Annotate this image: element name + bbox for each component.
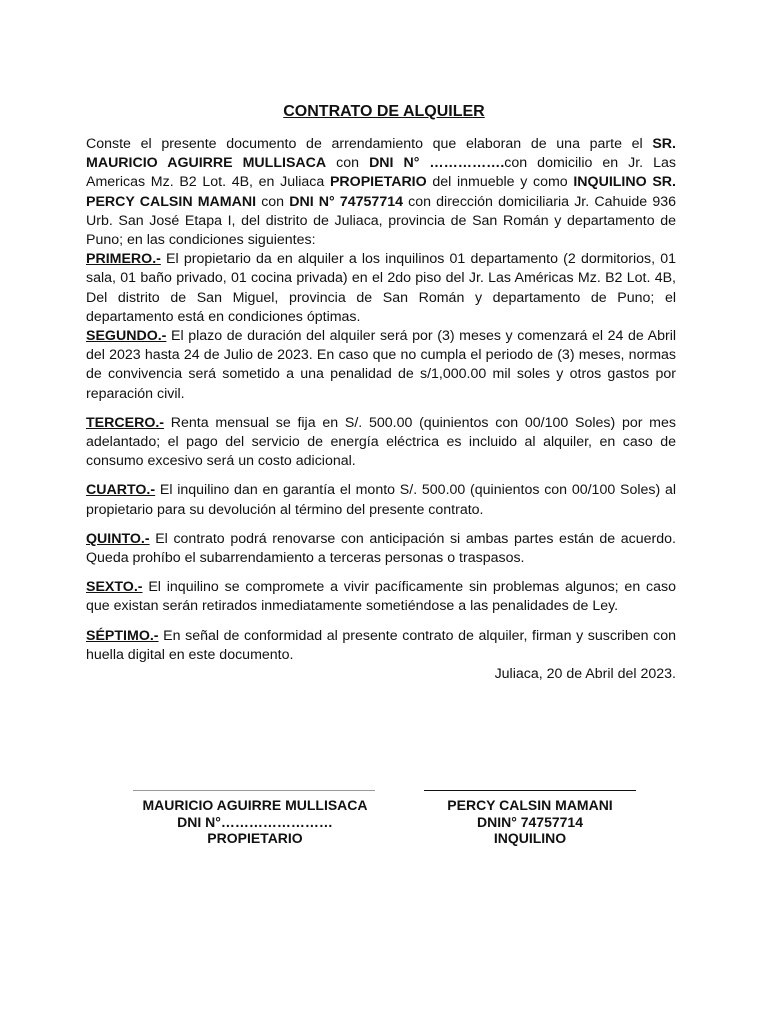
clause-quinto-text: El contrato podrá renovarse con anticipación si ambas partes están de acuerdo. Queda prohíbo el subarrendamiento a terceras personas o traspasos. — [86, 530, 676, 567]
contract-body — [86, 135, 676, 684]
owner-signature-line — [133, 790, 375, 791]
intro-text-3: con domicilio en Jr. Las Americas Mz. B2 Lot. 4B, en Juliaca — [86, 155, 676, 191]
clause-tercero — [86, 414, 676, 472]
clause-septimo-text: En señal de conformidad al presente contrato de alquiler, firman y suscriben con huella digital en este documento. — [86, 627, 676, 663]
clause-sexto — [86, 578, 676, 616]
clause-quinto — [86, 530, 676, 568]
intro-text-4: del inmueble y como — [426, 174, 574, 191]
clause-septimo — [86, 627, 676, 665]
owner-signature-role: PROPIETARIO — [207, 830, 303, 846]
intro-text-1: Conste el presente documento de arrendamiento que elaboran de una parte el — [86, 136, 653, 152]
owner-signature-block — [112, 797, 398, 847]
tenant-signature-name: PERCY CALSIN MAMANI — [447, 797, 613, 813]
clause-primero-text: El propietario da en alquiler a los inquilinos 01 departamento (2 dormitorios, 01 sala, 01 baño privado, 01 cocina privada) en el 2do piso del Jr. Las Américas Mz. B2 Lot. 4B, Del distrito de San Miguel, provincia de San Román y departamento de Puno; el departamento está en condiciones óptimas. — [86, 251, 676, 325]
clause-tercero-text: Renta mensual se fija en S/. 500.00 (quinientos con 00/100 Soles) por mes adelantado; el pago del servicio de energía eléctrica es incluido al alquiler, en caso de consumo excesivo será un costo adicional. — [86, 414, 676, 470]
owner-role: PROPIETARIO — [329, 174, 427, 191]
intro-text-2: con — [326, 155, 370, 172]
clause-segundo-text: El plazo de duración del alquiler será por (3) meses y comenzará el 24 de Abril del 2023 hasta 24 de Julio de 2023. En caso que no cumpla el periodo de (3) meses, normas de convivencia será sometido a una penalidad de s/1,000.00 mil soles y otros gastos por reparación civil. — [86, 328, 676, 402]
clause-quinto-label: QUINTO.- — [86, 530, 150, 547]
clause-primero — [86, 250, 676, 327]
owner-dni: DNI N° ……………. — [369, 155, 505, 172]
tenant-signature-role: INQUILINO — [493, 830, 567, 846]
clause-primero-label: PRIMERO.- — [86, 251, 161, 268]
document-title: CONTRATO DE ALQUILER — [283, 103, 485, 120]
owner-signature-name: MAURICIO AGUIRRE MULLISACA — [142, 797, 368, 813]
intro-text-5: con — [256, 193, 290, 210]
clause-segundo-label: SEGUNDO.- — [86, 328, 167, 345]
tenant-name: INQUILINO SR. PERCY CALSIN MAMANI — [86, 174, 676, 210]
clause-septimo-label: SÉPTIMO.- — [86, 627, 159, 644]
clause-cuarto — [86, 481, 676, 519]
clause-tercero-label: TERCERO.- — [86, 414, 165, 431]
clause-sexto-text: El inquilino se compromete a vivir pacíficamente sin problemas algunos; en caso que existan serán retirados inmediatamente sometiéndose a las penalidades de Ley. — [86, 579, 676, 615]
tenant-dni: DNI N° 74757714 — [289, 193, 403, 210]
clause-sexto-label: SEXTO.- — [86, 579, 143, 596]
clause-cuarto-text: El inquilino dan en garantía el monto S/. 500.00 (quinientos con 00/100 Soles) al propietario para su devolución al término del presente contrato. — [86, 482, 676, 518]
intro-text-6: con dirección domiciliaria Jr. Cahuide 936 Urb. San José Etapa I, del distrito de Juliaca, provincia de San Román y departamento de Puno; en las condiciones siguientes: — [86, 193, 676, 249]
owner-signature-dni: DNI N°…………………… — [177, 813, 333, 830]
tenant-signature-dni: DNIN° 74757714 — [477, 813, 583, 830]
clause-segundo — [86, 327, 676, 404]
intro-paragraph — [86, 135, 676, 250]
date-line: Juliaca, 20 de Abril del 2023. — [494, 666, 676, 683]
clause-cuarto-label: CUARTO.- — [86, 482, 156, 499]
owner-name: SR. MAURICIO AGUIRRE MULLISACA — [86, 136, 676, 172]
tenant-signature-line — [424, 790, 636, 791]
tenant-signature-block — [402, 797, 658, 847]
